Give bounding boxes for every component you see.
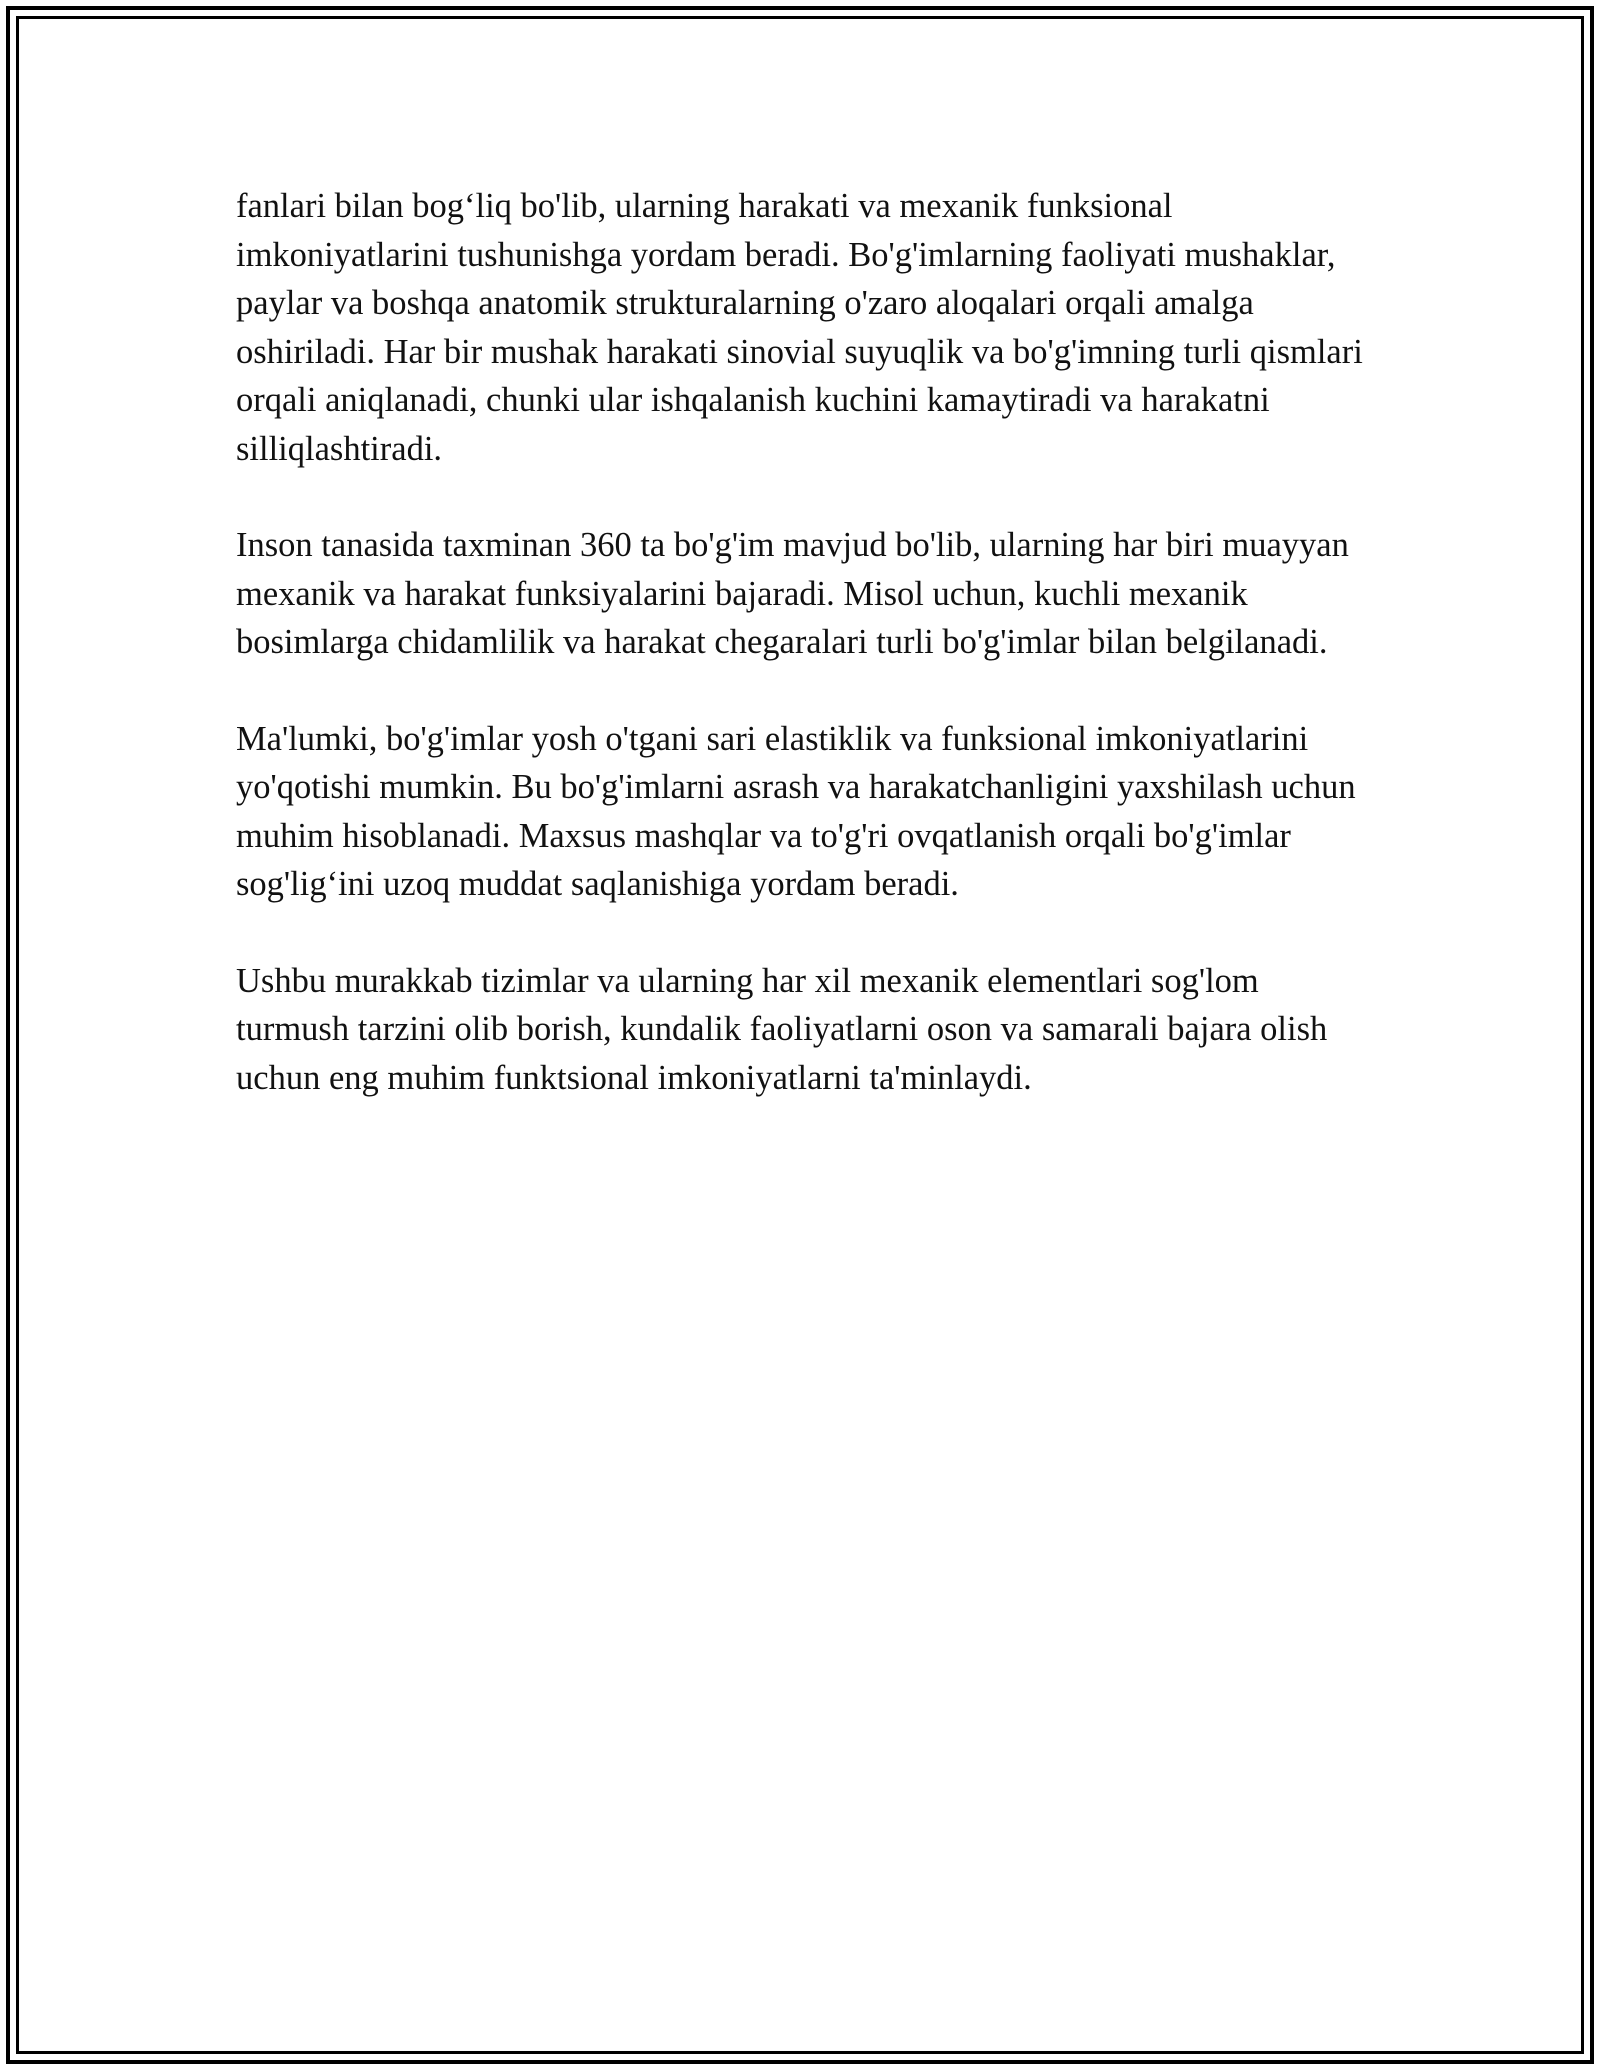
paragraph-3: Ma'lumki, bo'g'imlar yosh o'tgani sari elastiklik va funksional imkoniyatlarini yo'qotishi mumkin. Bu bo'g'imlarni asrash va harakatchanligini yaxshilash uchun muhim hisoblanadi. Maxsus mashqlar va to'g'ri ovqatlanish orqali bo'g'imlar sog'lig‘ini uzoq muddat saqlanishiga yordam beradi. xyxy=(236,719,1356,903)
paragraph-2: Inson tanasida taxminan 360 ta bo'g'im mavjud bo'lib, ularning har biri muayyan mexanik va harakat funksiyalarini bajaradi. Misol uchun, kuchli mexanik bosimlarga chidamlilik va harakat chegaralari turli bo'g'imlar bilan belgilanadi. xyxy=(236,526,1349,661)
paragraph-4: Ushbu murakkab tizimlar va ularning har xil mexanik elementlari sog'lom turmush tarzini olib borish, kundalik faoliyatlarni oson va samarali bajara olish uchun eng muhim funktsional imkoniyatlarni ta'minlaydi. xyxy=(236,961,1328,1097)
document-body xyxy=(236,182,1376,1150)
paragraph-1: fanlari bilan bog‘liq bo'lib, ularning harakati va mexanik funksional imkoniyatlarini tushunishga yordam beradi. Bo'g'imlarning faoliyati mushaklar, paylar va boshqa anatomik strukturalarning o'zaro aloqalari orqali amalga oshiriladi. Har bir mushak harakati sinovial suyuqlik va bo'g'imning turli qismlari orqali aniqlanadi, chunki ular ishqalanish kuchini kamaytiradi va harakatni silliqlashtiradi. xyxy=(236,187,1363,468)
